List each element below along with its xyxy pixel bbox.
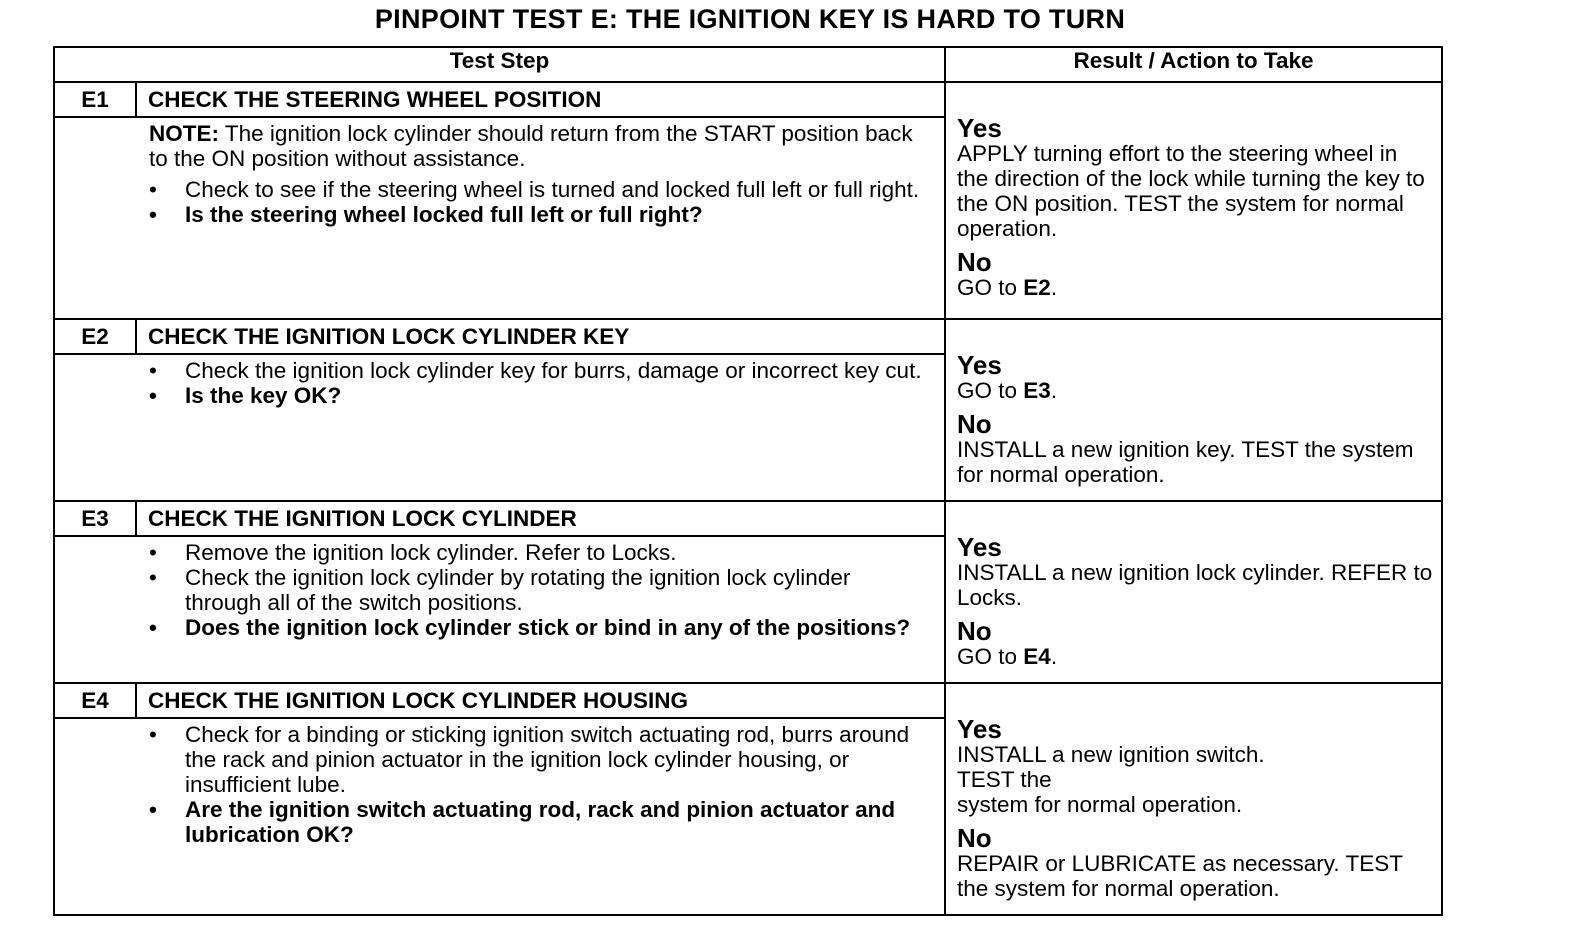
no-label: No <box>957 409 992 439</box>
yes-action <box>957 378 1433 403</box>
step-e1-title-row <box>54 82 1442 117</box>
step-bullets <box>149 177 924 227</box>
list-item: • Check the ignition lock cylinder key for burrs, damage or incorrect key cut. <box>149 358 924 383</box>
step-title: CHECK THE IGNITION LOCK CYLINDER KEY <box>136 319 945 354</box>
yes-label: Yes <box>957 113 1002 143</box>
no-label: No <box>957 616 992 646</box>
step-e2-body <box>54 354 945 501</box>
yes-label: Yes <box>957 350 1002 380</box>
step-e2-title-row <box>54 319 1442 354</box>
page-title: PINPOINT TEST E: THE IGNITION KEY IS HARD TO TURN <box>374 4 1126 34</box>
no-action: INSTALL a new ignition key. TEST the system for normal operation. <box>957 437 1414 487</box>
no-action: REPAIR or LUBRICATE as necessary. TEST the system for normal operation. <box>957 851 1403 901</box>
step-e2-result <box>945 319 1442 501</box>
list-item: • Remove the ignition lock cylinder. Refer to Locks. <box>149 540 924 565</box>
list-item: • Check for a binding or sticking ignition switch actuating rod, burrs around the rack and pinion actuator in the ignition lock cylinder housing, or insufficient lube. <box>149 722 924 797</box>
step-bullets <box>149 540 924 640</box>
no-action-suffix: . <box>1050 275 1058 300</box>
no-action-text: GO to <box>957 275 1024 300</box>
step-e3-title-row <box>54 501 1442 536</box>
step-question: • Is the steering wheel locked full left or full right? <box>149 202 924 227</box>
yes-action-suffix: . <box>1050 378 1058 403</box>
no-label: No <box>957 247 992 277</box>
step-id: E3 <box>54 501 136 536</box>
yes-action: INSTALL a new ignition switch. <box>957 742 1265 767</box>
yes-label: Yes <box>957 532 1002 562</box>
no-action-suffix: . <box>1050 644 1058 669</box>
step-title: CHECK THE STEERING WHEEL POSITION <box>136 82 945 117</box>
step-question: • Does the ignition lock cylinder stick or bind in any of the positions? <box>149 615 924 640</box>
no-action <box>957 644 1433 669</box>
step-title: CHECK THE IGNITION LOCK CYLINDER HOUSING <box>136 683 945 718</box>
step-question: • Is the key OK? <box>149 383 924 408</box>
header-result: Result / Action to Take <box>945 47 1442 82</box>
header-test-step: Test Step <box>54 47 945 82</box>
step-e4-body <box>54 718 945 915</box>
yes-action-line-2: TEST the <box>957 767 1052 792</box>
no-action-ref: E2 <box>1023 275 1051 300</box>
step-e4-title-row <box>54 683 1442 718</box>
no-action <box>957 275 1433 300</box>
step-bullets <box>149 358 924 408</box>
yes-action-line-3: system for normal operation. <box>957 792 1243 817</box>
no-label: No <box>957 823 992 853</box>
note-label: NOTE: <box>149 121 219 146</box>
step-e3-result <box>945 501 1442 683</box>
step-e1-result <box>945 82 1442 319</box>
step-title: CHECK THE IGNITION LOCK CYLINDER <box>136 501 945 536</box>
step-e1-body <box>54 117 945 319</box>
yes-action-ref: E3 <box>1023 378 1051 403</box>
list-item: • Check the ignition lock cylinder by rotating the ignition lock cylinder through all of the switch positions. <box>149 565 924 615</box>
yes-action: INSTALL a new ignition lock cylinder. REFER to Locks. <box>957 560 1433 610</box>
step-note <box>149 121 924 171</box>
yes-action-text: GO to <box>957 378 1024 403</box>
step-e4-result <box>945 683 1442 915</box>
yes-action: APPLY turning effort to the steering wheel in the direction of the lock while turning the key to the ON position. TEST the system for normal operation. <box>957 141 1425 241</box>
step-e3-body <box>54 536 945 683</box>
yes-label: Yes <box>957 714 1002 744</box>
no-action-ref: E4 <box>1023 644 1051 669</box>
step-id: E4 <box>54 683 136 718</box>
step-id: E1 <box>54 82 136 117</box>
pinpoint-test-table <box>53 46 1443 916</box>
step-id: E2 <box>54 319 136 354</box>
no-action-text: GO to <box>957 644 1024 669</box>
table-header-row <box>54 47 1442 82</box>
step-question: • Are the ignition switch actuating rod, rack and pinion actuator and lubrication OK? <box>149 797 924 847</box>
note-text: The ignition lock cylinder should return from the START position back to the ON position without assistance. <box>149 121 913 171</box>
list-item: • Check to see if the steering wheel is turned and locked full left or full right. <box>149 177 924 202</box>
step-bullets <box>149 722 924 847</box>
